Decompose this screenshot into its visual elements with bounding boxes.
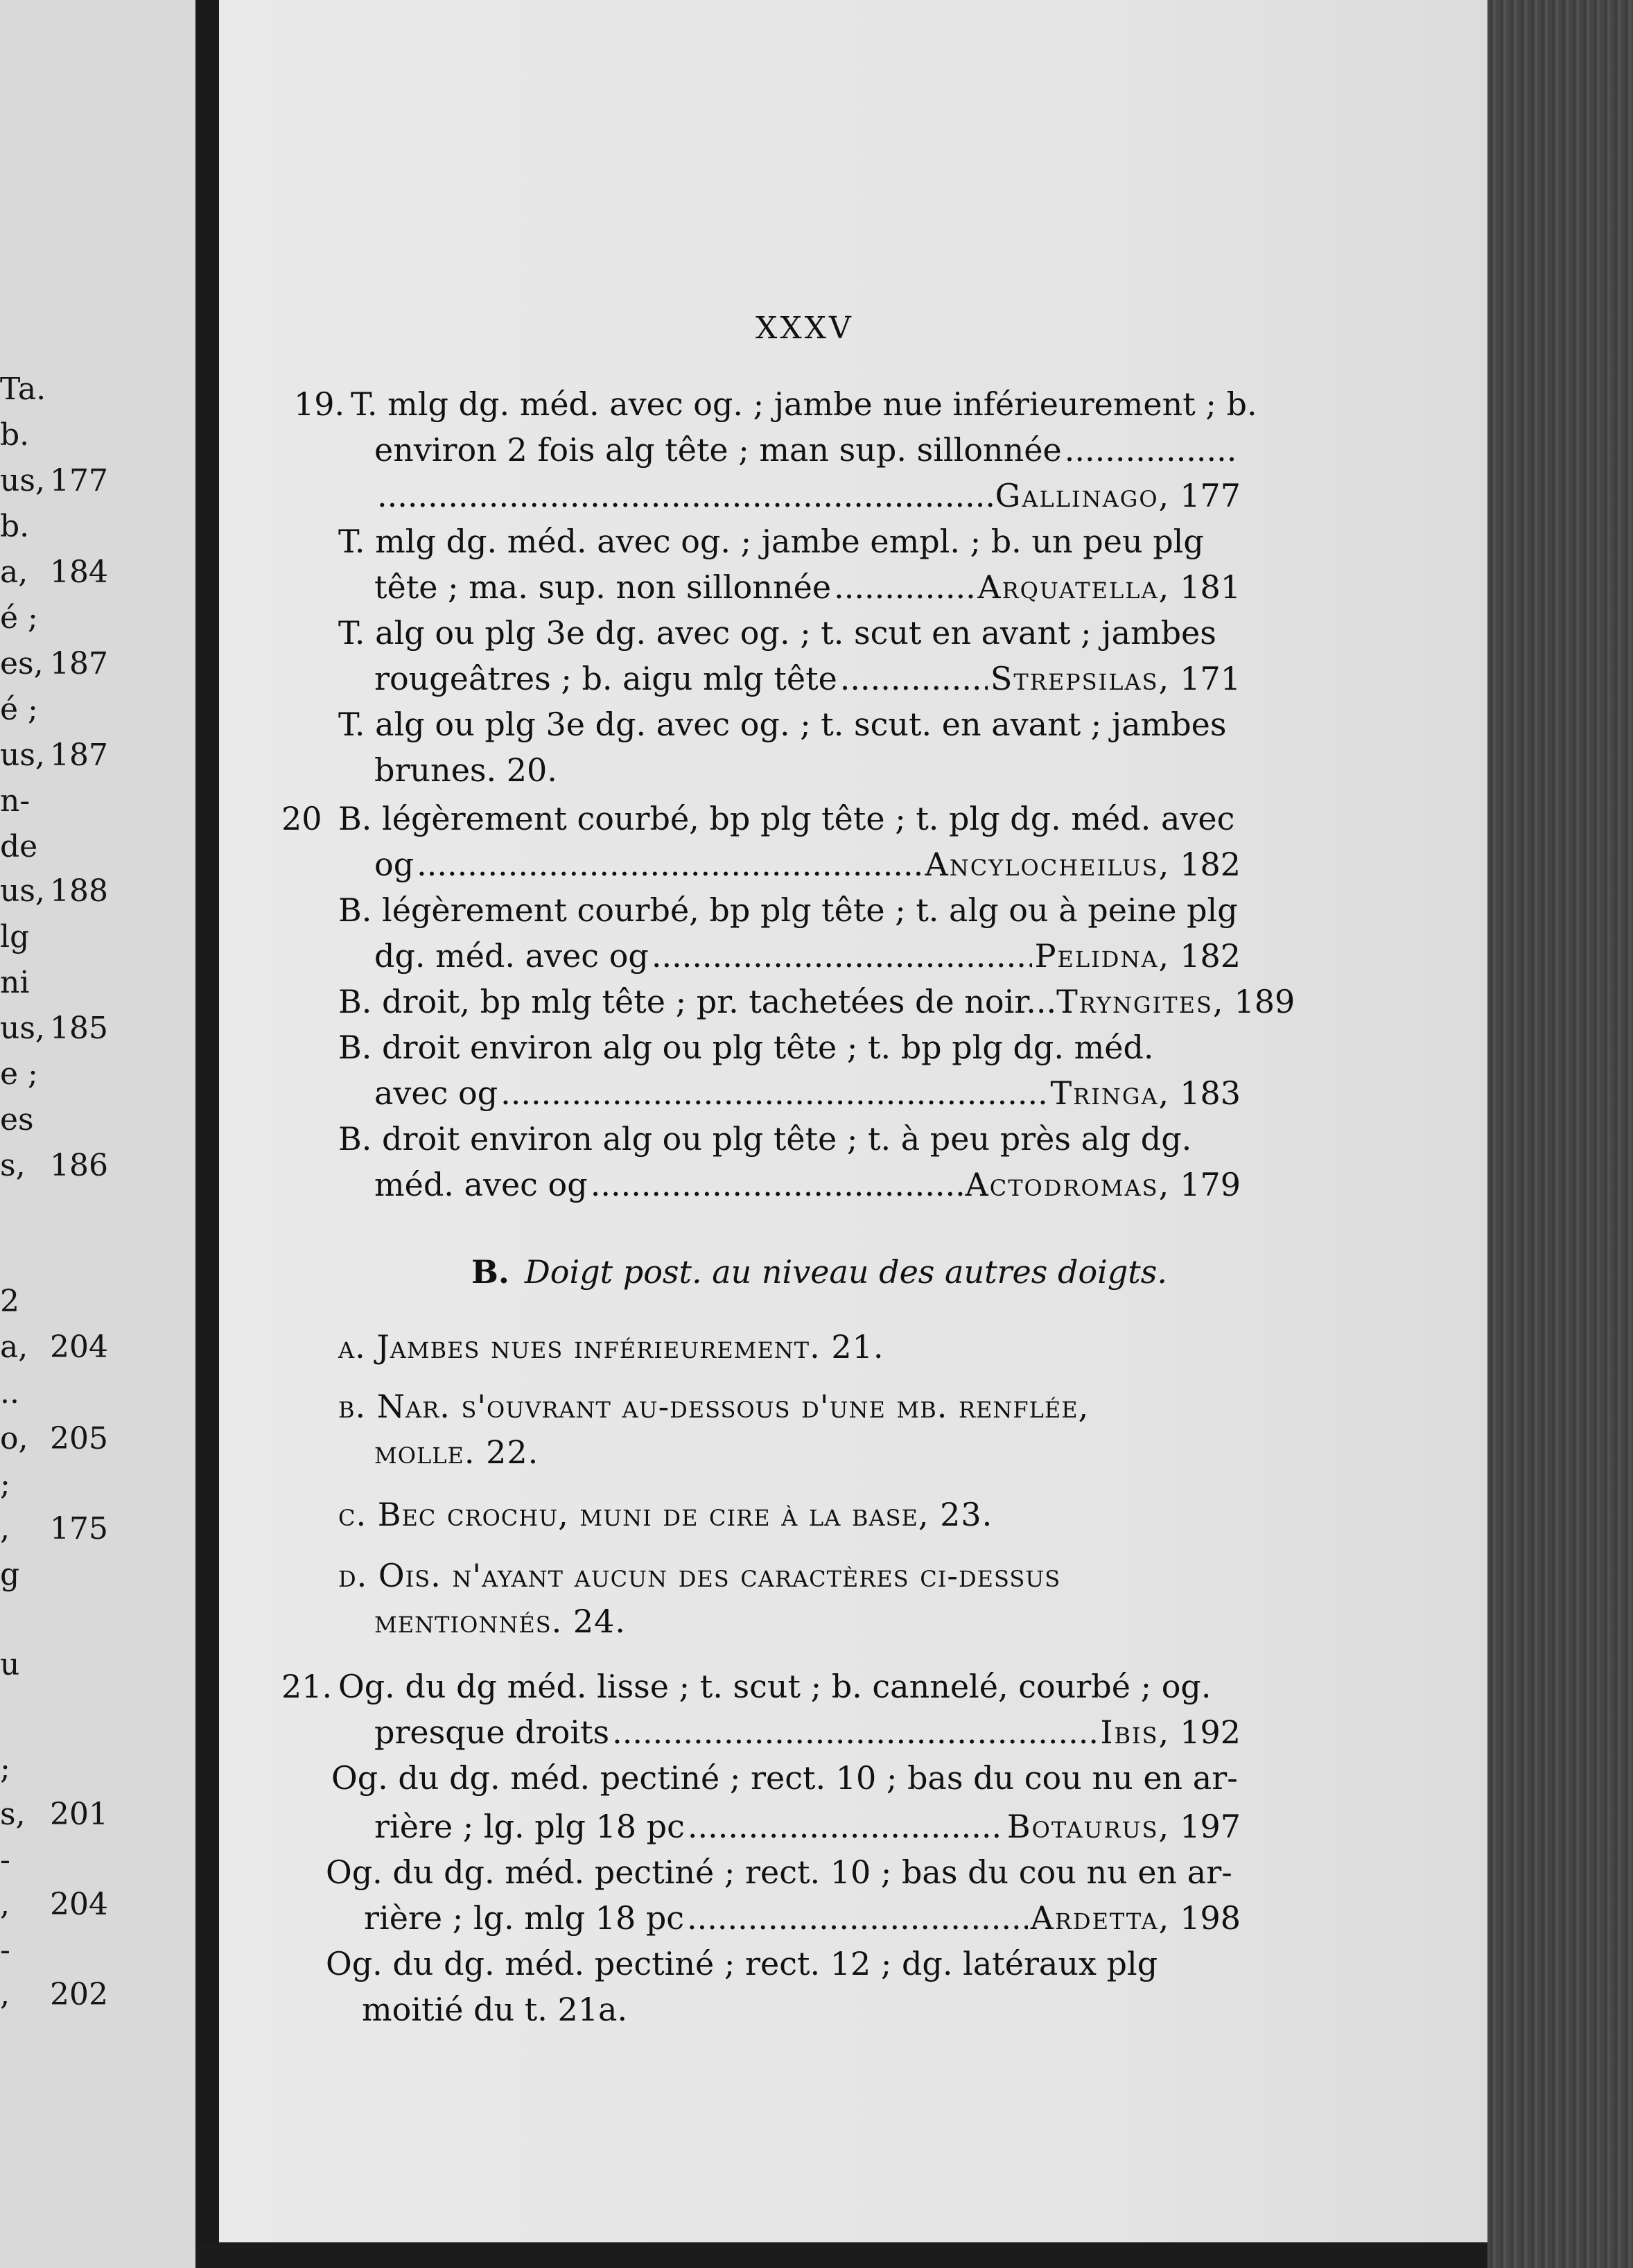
key-line: rière ; lg. plg 18 pc ..... Botaurus, 197 bbox=[374, 1811, 1241, 1842]
margin-fragment: a, 184 bbox=[0, 555, 108, 590]
margin-fragment: es, 187 bbox=[0, 646, 108, 681]
margin-fragment: 2 bbox=[0, 1284, 19, 1319]
key-line: B. droit, bp mlg tête ; pr. tachetées de noir... Tryngites, 189 bbox=[338, 983, 1295, 1020]
key-line: 19. T. mlg dg. méd. avec og. ; jambe nue inférieurement ; b. bbox=[294, 385, 1257, 423]
key-line: environ 2 fois alg tête ; man sup. sillonnée ..... bbox=[374, 434, 1241, 466]
margin-fragment: , 202 bbox=[0, 1977, 108, 2012]
margin-fragment: u bbox=[0, 1647, 20, 1682]
key-line: rière ; lg. mlg 18 pc ..... Ardetta, 198 bbox=[364, 1902, 1241, 1934]
subsection-key: mentionnés. 24. bbox=[374, 1603, 627, 1640]
key-line: 20 B. légèrement courbé, bp plg tête ; t. plg dg. méd. avec bbox=[281, 800, 1235, 837]
key-line: tête ; ma. sup. non sillonnée ..... Arquatella, 181 bbox=[374, 571, 1241, 603]
key-line: B. légèrement courbé, bp plg tête ; t. alg ou à peine plg bbox=[338, 891, 1238, 929]
margin-fragment: us, 188 bbox=[0, 873, 108, 909]
margin-fragment: é ; bbox=[0, 600, 38, 636]
margin-fragment: , 204 bbox=[0, 1887, 108, 1922]
margin-fragment: s, 186 bbox=[0, 1148, 108, 1183]
subsection-key: c. Bec crochu, muni de cire à la base, 23. bbox=[338, 1496, 993, 1533]
key-line: ..... Gallinago, 177 bbox=[374, 480, 1241, 512]
subsection-key: b. Nar. s'ouvrant au-dessous d'une mb. renflée, bbox=[338, 1388, 1090, 1425]
key-line: B. droit environ alg ou plg tête ; t. à peu près alg dg. bbox=[338, 1120, 1192, 1158]
margin-fragment: é ; bbox=[0, 692, 38, 727]
margin-fragment: - bbox=[0, 1842, 10, 1878]
margin-fragment: us, 177 bbox=[0, 463, 108, 498]
key-line: T. alg ou plg 3e dg. avec og. ; t. scut en avant ; jambes bbox=[338, 614, 1216, 652]
key-line: moitié du t. 21a. bbox=[362, 1991, 628, 2028]
margin-fragment: Ta. bbox=[0, 372, 46, 407]
subsection-key: d. Ois. n'ayant aucun des caractères ci-dessus bbox=[338, 1557, 1061, 1594]
margin-fragment: b. bbox=[0, 417, 30, 453]
key-line: dg. méd. avec og ..... Pelidna, 182 bbox=[374, 940, 1241, 972]
margin-fragment: n- bbox=[0, 783, 30, 819]
key-line: Og. du dg. méd. pectiné ; rect. 10 ; bas du cou nu en ar- bbox=[326, 1853, 1232, 1891]
key-line: T. alg ou plg 3e dg. avec og. ; t. scut. en avant ; jambes bbox=[338, 706, 1227, 743]
margin-fragment: e ; bbox=[0, 1056, 38, 1092]
key-line: avec og ..... Tringa, 183 bbox=[374, 1077, 1241, 1109]
book-page-edges bbox=[1487, 0, 1633, 2268]
margin-fragment: .. bbox=[0, 1375, 19, 1411]
margin-fragment: b. bbox=[0, 509, 30, 544]
section-heading-b: B. Doigt post. au niveau des autres doigts. bbox=[471, 1253, 1168, 1291]
subsection-key: a. Jambes nues inférieurement. 21. bbox=[338, 1328, 884, 1366]
margin-fragment: lg bbox=[0, 919, 30, 954]
key-line: Og. du dg. méd. pectiné ; rect. 10 ; bas du cou nu en ar- bbox=[331, 1759, 1238, 1797]
margin-fragment: - bbox=[0, 1933, 10, 1968]
margin-fragment: , 175 bbox=[0, 1511, 108, 1546]
page-bottom-shadow bbox=[195, 2242, 1487, 2268]
book-gutter bbox=[195, 0, 219, 2268]
key-line: Og. du dg. méd. pectiné ; rect. 12 ; dg. latéraux plg bbox=[326, 1945, 1158, 1982]
margin-fragment: us, 187 bbox=[0, 738, 108, 773]
margin-fragment: us, 185 bbox=[0, 1011, 108, 1046]
key-line: rougeâtres ; b. aigu mlg tête ..... Strepsilas, 171 bbox=[374, 663, 1241, 695]
key-line: brunes. 20. bbox=[374, 751, 557, 789]
key-line: 21. Og. du dg méd. lisse ; t. scut ; b. cannelé, courbé ; og. bbox=[281, 1668, 1212, 1705]
margin-fragment: es bbox=[0, 1102, 34, 1137]
page-number-header: XXXV bbox=[756, 311, 854, 346]
adjacent-page-sliver bbox=[0, 0, 202, 2268]
margin-fragment: g bbox=[0, 1557, 20, 1592]
key-line: T. mlg dg. méd. avec og. ; jambe empl. ; b. un peu plg bbox=[338, 523, 1204, 560]
margin-fragment: a, 204 bbox=[0, 1329, 108, 1365]
margin-fragment: de bbox=[0, 829, 38, 864]
key-line: presque droits ..... Ibis, 192 bbox=[374, 1716, 1241, 1748]
margin-fragment: ; bbox=[0, 1751, 10, 1786]
margin-fragment: o, 205 bbox=[0, 1421, 108, 1456]
key-line: B. droit environ alg ou plg tête ; t. bp plg dg. méd. bbox=[338, 1029, 1154, 1066]
margin-fragment: s, 201 bbox=[0, 1797, 108, 1832]
key-line: og ..... Ancylocheilus, 182 bbox=[374, 848, 1241, 880]
margin-fragment: ; bbox=[0, 1467, 10, 1502]
key-line: méd. avec og ..... Actodromas, 179 bbox=[374, 1169, 1241, 1201]
subsection-key: molle. 22. bbox=[374, 1433, 539, 1471]
margin-fragment: ni bbox=[0, 965, 30, 1000]
